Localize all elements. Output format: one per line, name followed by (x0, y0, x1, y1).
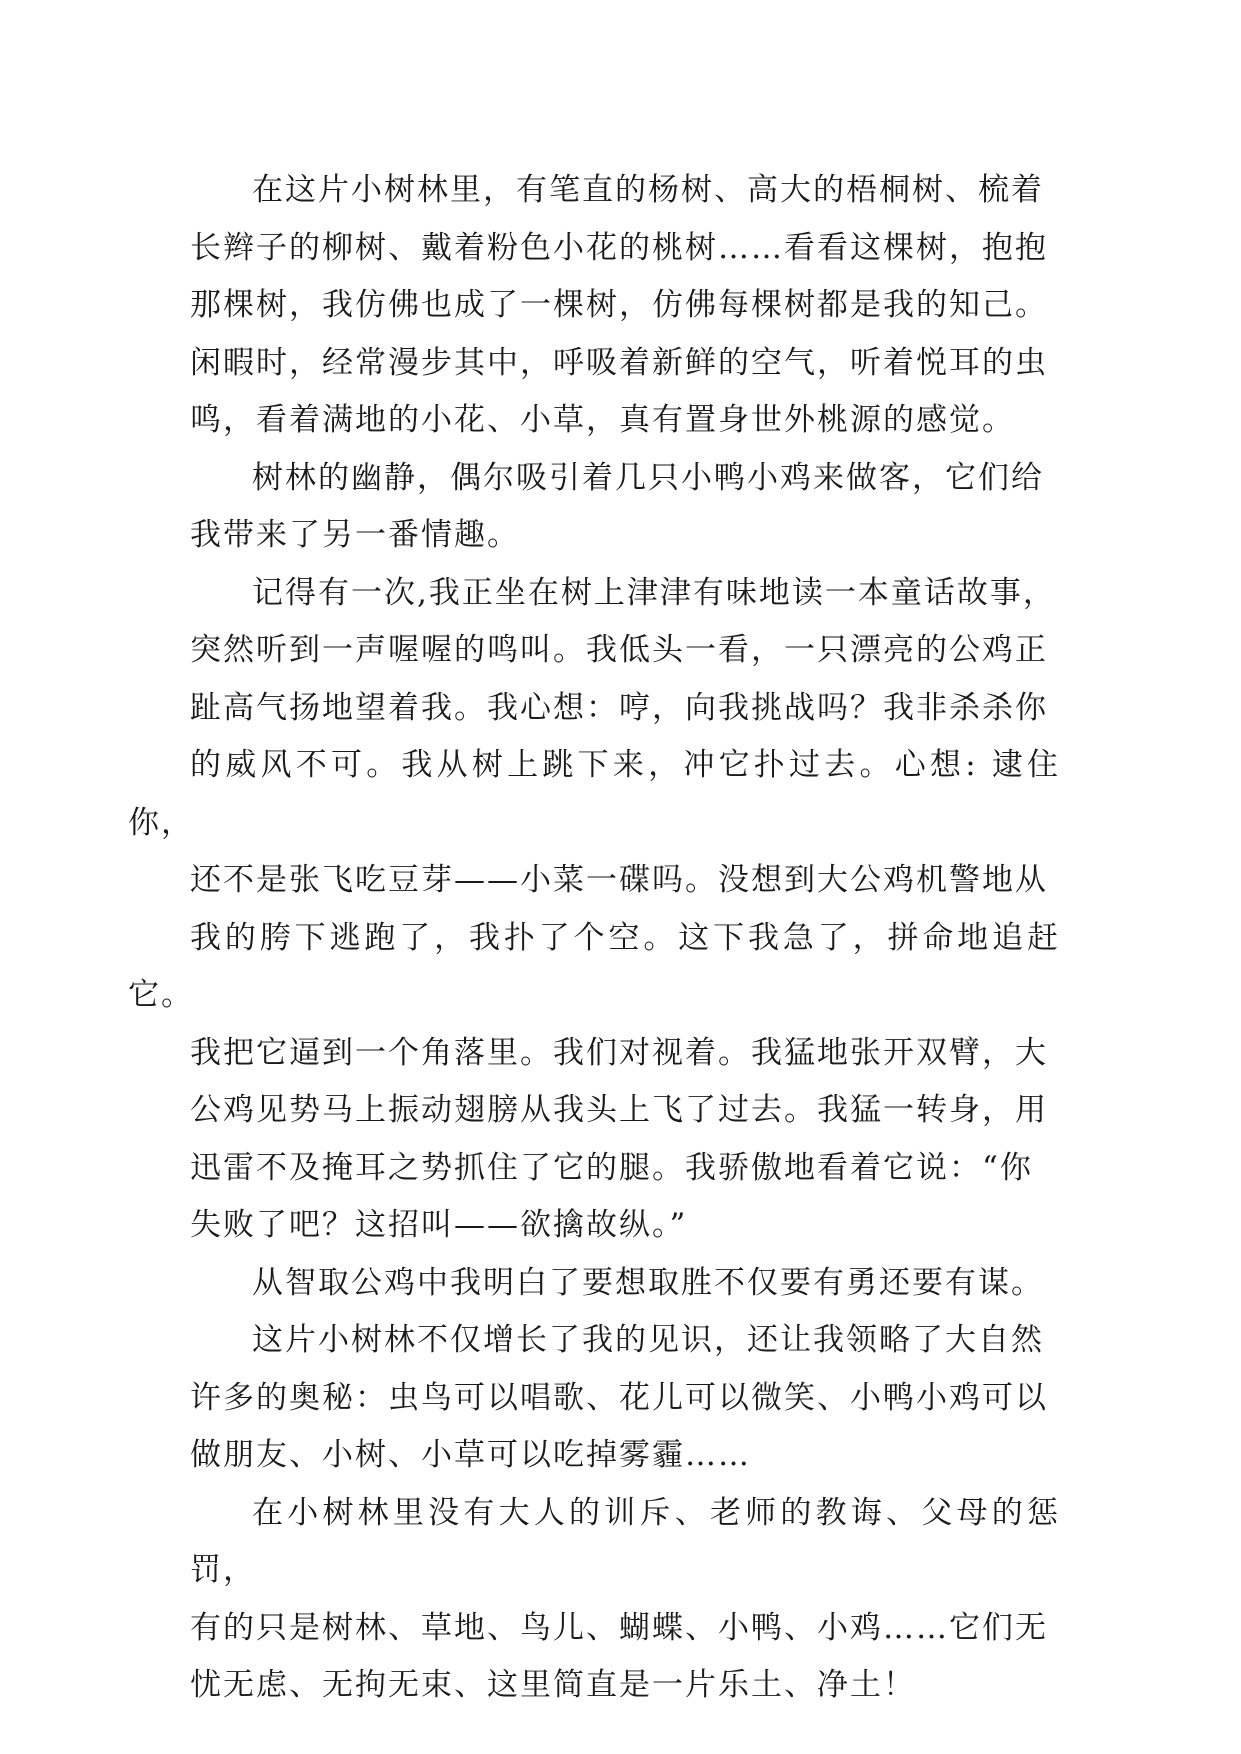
text-line: 突然听到一声喔喔的鸣叫。我低头一看，一只漂亮的公鸡正 (190, 632, 1048, 668)
paragraph-4 (190, 1255, 1060, 1313)
text-line: 忧无虑、无拘无束、这里简直是一片乐土、净土！ (190, 1667, 916, 1703)
text-line: 迅雷不及掩耳之势抓住了它的腿。我骄傲地看着它说：“你 (190, 1149, 1033, 1186)
text-line: 从智取公鸡中我明白了要想取胜不仅要有勇还要有谋。 (252, 1264, 1044, 1301)
text-line: 公鸡见势马上振动翅膀从我头上飞了过去。我猛一转身，用 (190, 1092, 1048, 1128)
paragraph-5 (190, 1312, 1060, 1485)
text-line: 我的胯下逃跑了，我扑了个空。这下我急了，拼命地追赶它。 (128, 919, 1060, 1013)
text-line: 还不是张飞吃豆芽——小菜一碟吗。没想到大公鸡机警地从 (190, 862, 1048, 898)
text-line: 鸣，看着满地的小花、小草，真有置身世外桃源的感觉。 (190, 402, 1015, 438)
text-line: 在这片小树林里，有笔直的杨树、高大的梧桐树、梳着 (252, 172, 1044, 208)
text-line: 记得有一次,我正坐在树上津津有味地读一本童话故事， (252, 574, 1056, 611)
paragraph-6 (190, 1485, 1060, 1715)
text-line: 这片小树林不仅增长了我的见识，还让我领略了大自然 (252, 1322, 1044, 1358)
paragraph-1 (190, 162, 1060, 450)
text-line: 我带来了另一番情趣。 (190, 517, 520, 553)
text-line: 在小树林里没有大人的训斥、老师的教诲、父母的惩罚， (190, 1494, 1060, 1588)
paragraph-2 (190, 450, 1060, 565)
text-line: 许多的奥秘：虫鸟可以唱歌、花儿可以微笑、小鸭小鸡可以 (190, 1379, 1048, 1416)
text-line: 有的只是树林、草地、鸟儿、蝴蝶、小鸭、小鸡……它们无 (190, 1609, 1048, 1646)
text-line: 长辫子的柳树、戴着粉色小花的桃树……看看这棵树，抱抱 (190, 229, 1048, 266)
text-line: 闲暇时，经常漫步其中，呼吸着新鲜的空气，听着悦耳的虫 (190, 344, 1048, 381)
document-body (128, 162, 1060, 1715)
text-line: 做朋友、小树、小草可以吃掉雾霾…… (190, 1437, 751, 1473)
text-line: 我把它逼到一个角落里。我们对视着。我猛地张开双臂，大 (190, 1034, 1048, 1071)
text-line: 树林的幽静，偶尔吸引着几只小鸭小鸡来做客，它们给 (252, 459, 1044, 496)
paragraph-3 (128, 565, 1060, 1255)
text-line: 趾高气扬地望着我。我心想：哼，向我挑战吗？我非杀杀你 (190, 689, 1048, 726)
text-line: 那棵树，我仿佛也成了一棵树，仿佛每棵树都是我的知己。 (190, 287, 1048, 323)
text-line: 失败了吧？这招叫——欲擒故纵。” (190, 1207, 688, 1243)
text-line: 的威风不可。我从树上跳下来，冲它扑过去。心想: 逮住你， (128, 747, 1060, 841)
